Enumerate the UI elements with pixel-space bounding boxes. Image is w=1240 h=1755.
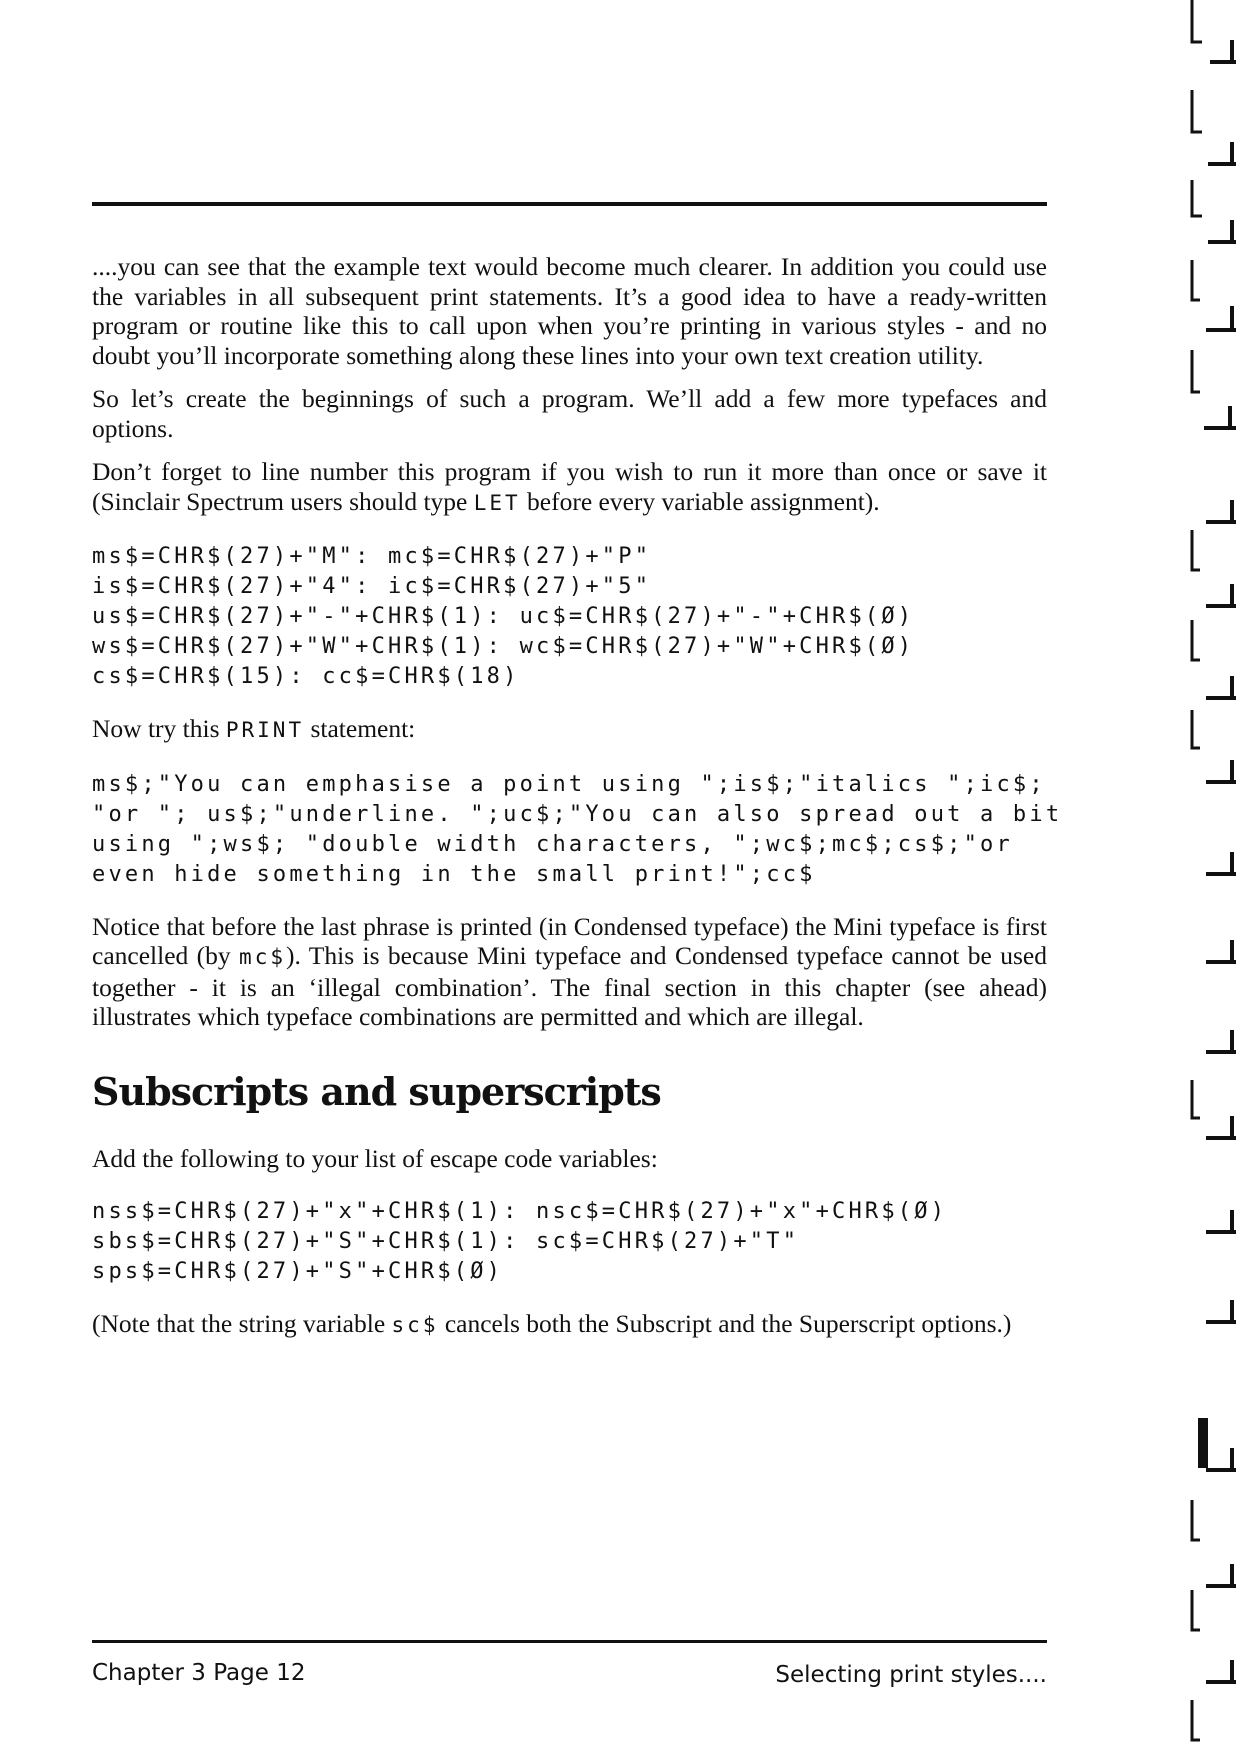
code-line: sbs$=CHR$(27)+"S"+CHR$(1): sc$=CHR$(27)+"T" <box>92 1229 800 1254</box>
paragraph-text: Now try this <box>92 714 226 743</box>
code-line: ms$=CHR$(27)+"M": mc$=CHR$(27)+"P" <box>92 544 652 569</box>
inline-code-print: PRINT <box>225 718 305 742</box>
paragraph-text: cancels both the Subscript and the Superscript options.) <box>438 1309 1012 1338</box>
code-line: sps$=CHR$(27)+"S"+CHR$(Ø) <box>92 1259 504 1284</box>
footer-rule <box>92 1640 1047 1643</box>
paragraph-intro: ....you can see that the example text would become much clearer. In addition you could use the variables in all subsequent print statements. It’s a good idea to have a ready-written program or routine like this to call upon when you’re printing in various styles - and no doubt you’ll incorporate something along these lines into your own text creation utility. <box>92 252 1047 370</box>
code-line: ws$=CHR$(27)+"W"+CHR$(1): wc$=CHR$(27)+"W"+CHR$(Ø) <box>92 634 915 659</box>
code-line: cs$=CHR$(15): cc$=CHR$(18) <box>92 664 520 689</box>
paragraph-text: (Note that the string variable <box>92 1309 392 1338</box>
binding-edge-marks <box>1180 0 1240 1755</box>
code-line: is$=CHR$(27)+"4": ic$=CHR$(27)+"5" <box>92 574 652 599</box>
code-block-print <box>92 770 1063 890</box>
paragraph-text: Notice that before the last phrase is printed (in Condensed typeface) the Mini typeface is first cancelled (by <box>92 911 1047 970</box>
paragraph-text: Don’t forget to line number this program if you wish to run it more than once or save it (Sinclair Spectrum users should type <box>92 457 1047 516</box>
code-block-subscripts <box>92 1197 1047 1287</box>
paragraph-text: before every variable assignment). <box>520 486 880 516</box>
code-line: "or "; us$;"underline. ";uc$;"You can also spread out a bit <box>92 801 1063 827</box>
paragraph-text: ). This is because Mini typeface and Condensed typeface cannot be used together - it is an ‘illegal combination’. The final section in this chapter (see ahead) illustrates which typeface combinations are permitted and which are illegal. <box>92 941 1047 1031</box>
footer-section-title: Selecting print styles.... <box>775 1662 1047 1688</box>
code-line: us$=CHR$(27)+"-"+CHR$(1): uc$=CHR$(27)+"-"+CHR$(Ø) <box>92 604 915 629</box>
page-content <box>92 252 1063 1355</box>
code-line: even hide something in the small print!";cc$ <box>92 861 816 887</box>
inline-code-let: LET <box>473 490 521 515</box>
code-block-variables <box>92 542 1047 692</box>
paragraph-print-statement <box>92 714 1047 746</box>
inline-code-sc: sc$ <box>391 1313 439 1337</box>
code-line: nss$=CHR$(27)+"x"+CHR$(1): nsc$=CHR$(27)+"x"+CHR$(Ø) <box>92 1199 948 1224</box>
inline-code-mc: mc$ <box>239 945 286 969</box>
section-heading: Subscripts and superscripts <box>92 1068 661 1114</box>
paragraph-note <box>92 1309 1047 1341</box>
code-line: using ";ws$; "double width characters, ";wc$;mc$;cs$;"or <box>92 831 1013 857</box>
paragraph-line-number <box>92 457 1047 518</box>
header-rule <box>92 202 1047 206</box>
paragraph-add-following: Add the following to your list of escape code variables: <box>92 1143 658 1173</box>
footer-chapter-page: Chapter 3 Page 12 <box>92 1660 306 1686</box>
paragraph-text: statement: <box>304 714 416 743</box>
paragraph-notice <box>92 912 1047 1032</box>
paragraph-create-program: So let’s create the beginnings of such a program. We’ll add a few more typefaces and options. <box>92 384 1047 443</box>
code-line: ms$;"You can emphasise a point using ";is$;"italics ";ic$; <box>92 771 1046 797</box>
